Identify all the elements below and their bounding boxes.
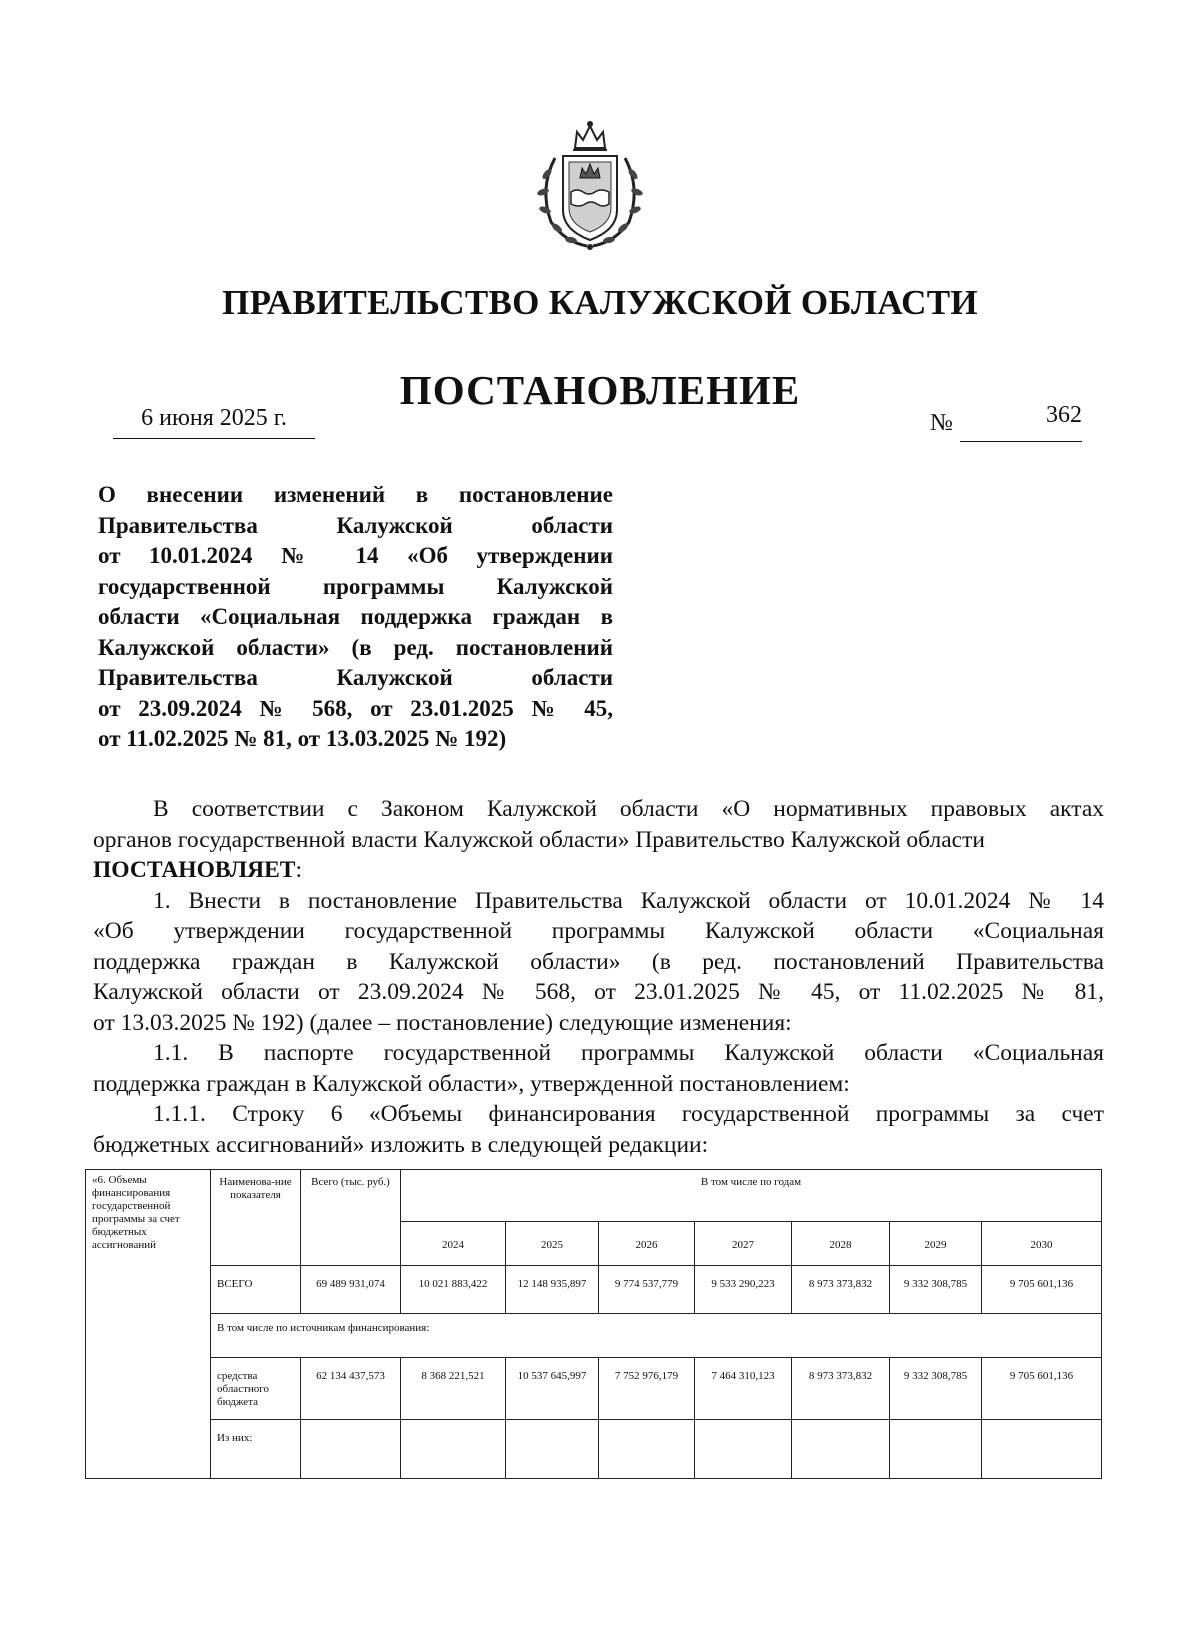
paragraph-1-line: «Об утверждении государственной программы Калужской области «Социальная	[93, 918, 1104, 944]
paragraph-1-1-line: 1.1. В паспорте государственной программы Калужской области «Социальная	[153, 1040, 1104, 1066]
table-cell: 10 537 645,997	[506, 1358, 599, 1420]
paragraph-1-1-1-line: 1.1.1. Строку 6 «Объемы финансирования государственной программы за счет	[153, 1101, 1104, 1127]
year-header: 2029	[890, 1222, 982, 1266]
decree-colon: :	[295, 857, 302, 883]
table-cell: 8 973 373,832	[792, 1358, 890, 1420]
row-of-them-label: Из них:	[211, 1420, 301, 1479]
paragraph-1-line: Калужской области от 23.09.2024 № 568, от 23.01.2025 № 45, от 11.02.2025 № 81,	[93, 979, 1104, 1005]
row-regional-sum: 62 134 437,573	[301, 1358, 401, 1420]
paragraph-1-line: 1. Внести в постановление Правительства Калужской области от 10.01.2024 № 14	[153, 887, 1104, 914]
table-cell: 9 705 601,136	[982, 1358, 1102, 1420]
subject-line: от 11.02.2025 № 81, от 13.03.2025 № 192)	[98, 726, 507, 751]
table-cell: 9 533 290,223	[695, 1266, 792, 1314]
paragraph-1-line: от 13.03.2025 № 192) (далее – постановление) следующие изменения:	[93, 1009, 792, 1036]
indicator-header: Наименова-ние показателя	[211, 1170, 301, 1266]
document-type: ПОСТАНОВЛЕНИЕ	[399, 367, 801, 413]
empty-cell	[982, 1420, 1102, 1479]
empty-cell	[301, 1420, 401, 1479]
paragraph-1-line: поддержка граждан в Калужской области» (в ред. постановлений Правительства	[93, 948, 1104, 975]
year-header: 2027	[695, 1222, 792, 1266]
row-total-sum: 69 489 931,074	[301, 1266, 401, 1314]
subject-line: от 10.01.2024 № 14 «Об утверждении	[98, 543, 613, 568]
years-header: В том числе по годам	[401, 1170, 1102, 1222]
subject-line: Калужской области» (в ред. постановлений	[98, 634, 613, 660]
decree-word: ПОСТАНОВЛЯЕТ	[93, 857, 296, 883]
empty-cell	[401, 1420, 506, 1479]
table-cell: 9 774 537,779	[599, 1266, 695, 1314]
empty-cell	[695, 1420, 792, 1479]
document-date: 6 июня 2025 г.	[113, 405, 315, 439]
subject-line: от 23.09.2024 № 568, от 23.01.2025 № 45,	[98, 695, 613, 721]
subject-line: области «Социальная поддержка граждан в	[98, 604, 613, 629]
empty-cell	[890, 1420, 982, 1479]
paragraph-1-1-line: поддержка граждан в Калужской области», утвержденной постановлением:	[93, 1070, 850, 1097]
table-cell: 9 332 308,785	[890, 1358, 982, 1420]
table-cell: 9 705 601,136	[982, 1266, 1102, 1314]
year-header: 2024	[401, 1222, 506, 1266]
year-header: 2025	[506, 1222, 599, 1266]
table-row	[86, 1420, 1102, 1479]
table-cell: 8 368 221,521	[401, 1358, 506, 1420]
document-body	[93, 794, 1104, 1160]
table-cell: 9 332 308,785	[890, 1266, 982, 1314]
document-subject	[98, 480, 613, 755]
row-total-label: ВСЕГО	[211, 1266, 301, 1314]
subject-line: государственной программы Калужской	[98, 573, 613, 599]
year-header: 2030	[982, 1222, 1102, 1266]
empty-cell	[506, 1420, 599, 1479]
year-header: 2028	[792, 1222, 890, 1266]
number-sign: №	[930, 410, 953, 436]
table-cell: 12 148 935,897	[506, 1266, 599, 1314]
empty-cell	[792, 1420, 890, 1479]
subject-line: Правительства Калужской области	[98, 512, 613, 538]
table-cell: 7 752 976,179	[599, 1358, 695, 1420]
paragraph-1-1-1-line: бюджетных ассигнований» изложить в следующей редакции:	[93, 1131, 709, 1158]
decree-line	[93, 855, 1104, 886]
document-number: 362	[960, 402, 1082, 442]
subject-line: Правительства Калужской области	[98, 665, 613, 690]
intro-line: В соответствии с Законом Калужской области «О нормативных правовых актах	[153, 796, 1104, 822]
row-label-cell: «6. Объемы финансирования государственной программы за счет бюджетных ассигнований	[86, 1170, 211, 1479]
kaluga-coat-of-arms-icon	[525, 118, 655, 253]
organization-name: ПРАВИТЕЛЬСТВО КАЛУЖСКОЙ ОБЛАСТИ	[222, 283, 978, 322]
sources-caption: В том числе по источникам финансирования:	[211, 1314, 1102, 1358]
subject-line: О внесении изменений в постановление	[98, 482, 613, 507]
row-regional-label: средства областного бюджета	[211, 1358, 301, 1420]
table-row	[86, 1358, 1102, 1420]
table-cell: 10 021 883,422	[401, 1266, 506, 1314]
intro-line: органов государственной власти Калужской области» Правительство Калужской области	[93, 826, 985, 853]
table-row	[86, 1314, 1102, 1358]
table-cell: 7 464 310,123	[695, 1358, 792, 1420]
table-row	[86, 1266, 1102, 1314]
year-header: 2026	[599, 1222, 695, 1266]
financing-table	[85, 1169, 1102, 1479]
empty-cell	[599, 1420, 695, 1479]
table-cell: 8 973 373,832	[792, 1266, 890, 1314]
total-header: Всего (тыс. руб.)	[301, 1170, 401, 1266]
